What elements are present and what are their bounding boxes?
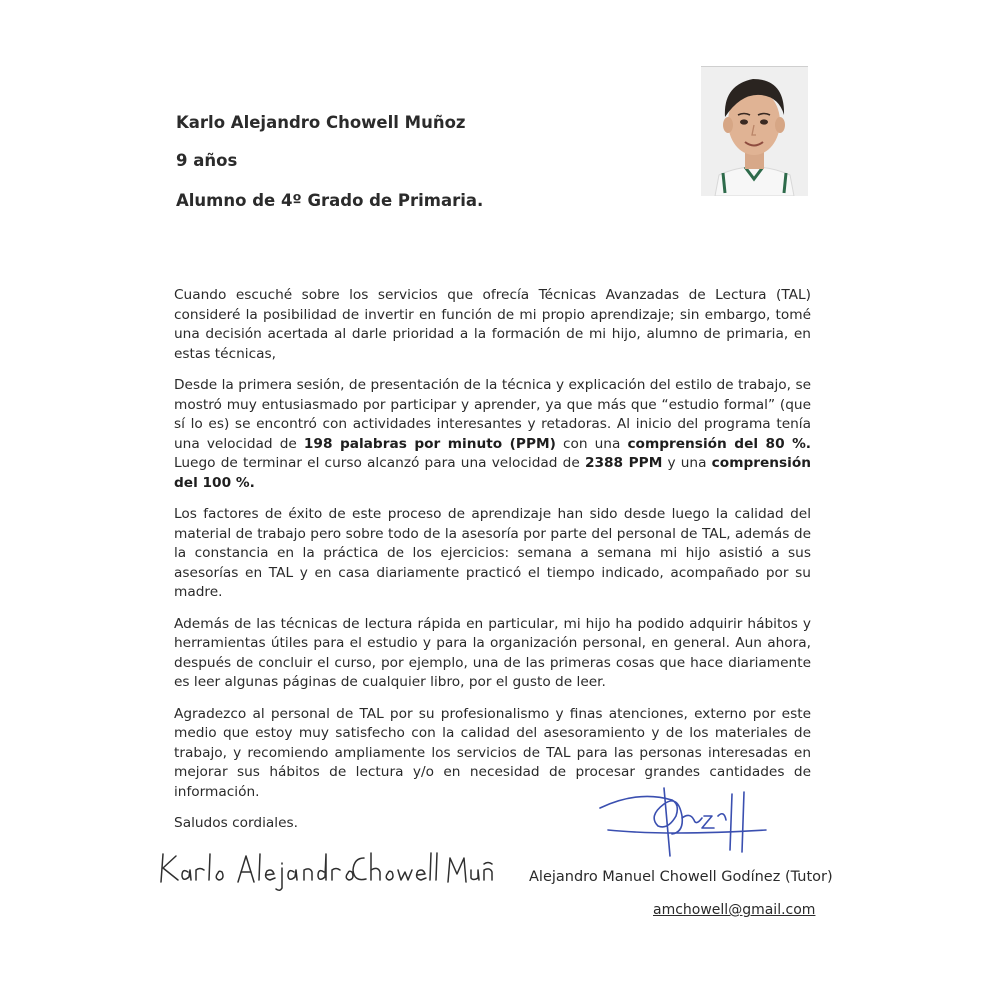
tutor-name: Alejandro Manuel Chowell Godínez (Tutor) xyxy=(529,869,833,885)
tutor-signature xyxy=(598,786,768,862)
p2-text-a: Desde la primera sesión, de presentación de la técnica y explicación del estilo de trabajo, se mostró muy entusiasmado por participar y aprender, ya que más que “estudio formal” (que sí lo es) se encontró con actividades interesantes y retadoras. Al inicio del programa tenía una velocidad de xyxy=(174,377,811,452)
student-name: Karlo Alejandro Chowell Muñoz xyxy=(176,113,466,132)
p2-text-e: Luego de terminar el curso alcanzó para una velocidad de xyxy=(174,455,585,471)
student-portrait-icon xyxy=(701,67,808,196)
final-comprehension: comprensión del 100 %. xyxy=(174,455,812,491)
paragraph-2 xyxy=(174,376,811,493)
p2-text-g: y una xyxy=(662,455,712,471)
tutor-email-link[interactable]: amchowell@gmail.com xyxy=(653,902,816,918)
paragraph-1: Cuando escuché sobre los servicios que ofrecía Técnicas Avanzadas de Lectura (TAL) consideré la posibilidad de invertir en función de mi propio aprendizaje; sin embargo, tomé una decisión acertada al darle prioridad a la formación de mi hijo, alumno de primaria, en estas técnicas, xyxy=(174,287,811,362)
final-speed: 2388 PPM xyxy=(584,455,663,471)
student-handwritten-signature xyxy=(158,848,498,894)
student-age: 9 años xyxy=(176,151,238,170)
student-photo xyxy=(701,66,808,196)
closing-greeting: Saludos cordiales. xyxy=(174,815,298,831)
initial-comprehension: comprensión del 80 %. xyxy=(627,435,811,452)
p2-text-c: con una xyxy=(555,435,628,452)
paragraph-3: Los factores de éxito de este proceso de aprendizaje han sido desde luego la calidad del material de trabajo pero sobre todo de la asesoría por parte del personal de TAL, además de la constancia en la práctica de los ejercicios: semana a semana mi hijo asistió a sus asesorías en TAL y en casa diariamente practicó el tiempo indicado, acompañado por su madre. xyxy=(174,506,811,600)
letter-body xyxy=(174,286,811,846)
paragraph-5: Agradezco al personal de TAL por su profesionalismo y finas atenciones, externo por este medio que estoy muy satisfecho con la calidad del asesoramiento y de los materiales de trabajo, y recomiendo ampliamente los servicios de TAL para las personas interesadas en mejorar sus hábitos de lectura y/o en necesidad de procesar grandes cantidades de información. xyxy=(174,705,811,800)
paragraph-4: Además de las técnicas de lectura rápida en particular, mi hijo ha podido adquirir hábitos y herramientas útiles para el estudio y para la organización personal, en general. Aun ahora, después de concluir el curso, por ejemplo, una de las primeras cosas que hace diariamente es leer algunas páginas de cualquier libro, por el gusto de leer. xyxy=(174,615,811,690)
initial-speed: 198 palabras por minuto (PPM) xyxy=(303,435,556,452)
student-grade: Alumno de 4º Grado de Primaria. xyxy=(176,191,484,210)
